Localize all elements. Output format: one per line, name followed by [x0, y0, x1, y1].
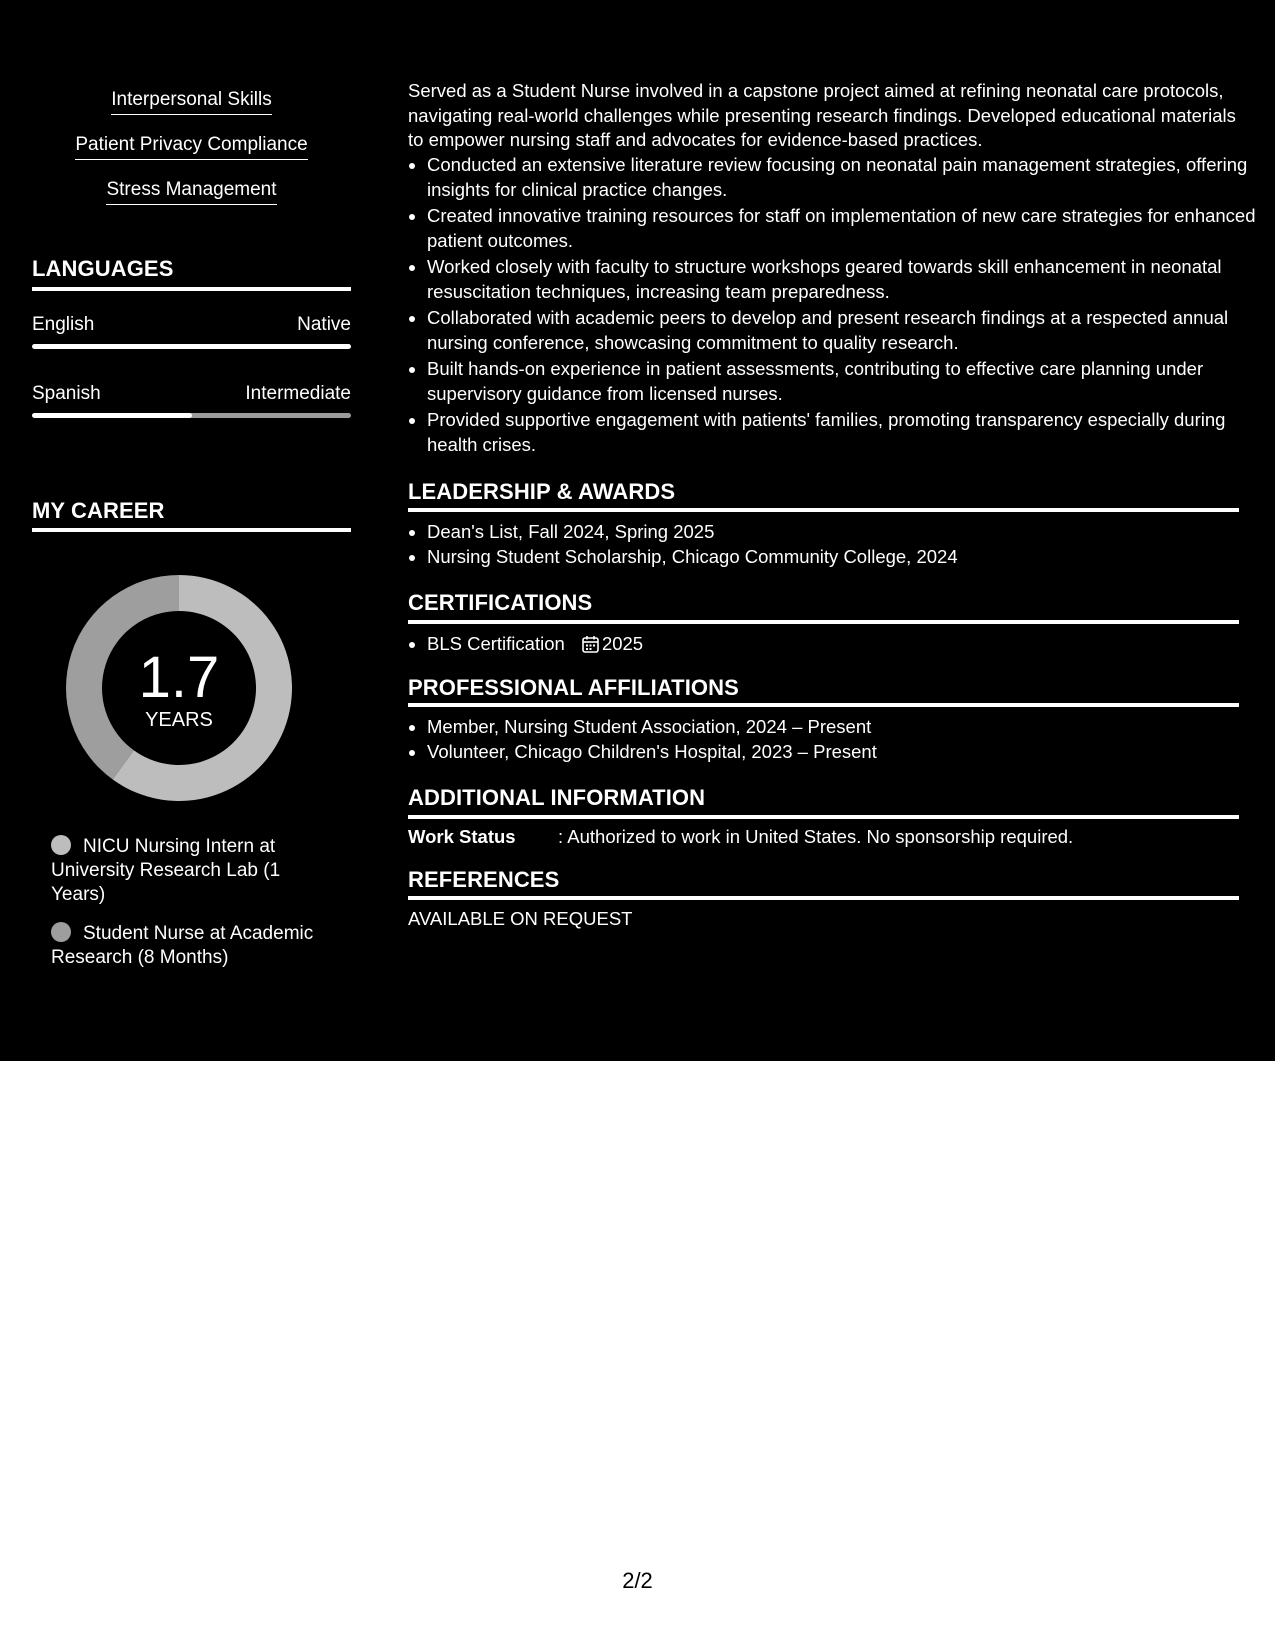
language-name: Spanish [32, 383, 101, 404]
list-item: • Built hands-on experience in patient assessments, contributing to effective care planning under supervisory guidance from licensed nurses. [427, 357, 1258, 406]
language-proficiency-bar [32, 413, 351, 418]
affiliations-heading: PROFESSIONAL AFFILIATIONS [408, 675, 739, 700]
list-item: • Conducted an extensive literature review focusing on neonatal pain management strategies, offering insights for clinical practice changes. [427, 153, 1258, 202]
list-item: • Nursing Student Scholarship, Chicago Community College, 2024 [427, 545, 1258, 570]
work-status-label: Work Status [408, 826, 516, 847]
references-heading: REFERENCES [408, 867, 560, 892]
work-status-value: : Authorized to work in United States. No sponsorship required. [558, 826, 1074, 847]
skill-item: Patient Privacy Compliance [32, 133, 351, 160]
list-item: • Provided supportive engagement with patients' families, promoting transparency especially during health crises. [427, 408, 1258, 457]
experience-bullets [408, 153, 1258, 459]
career-total-unit: YEARS [145, 709, 213, 731]
list-item: • Collaborated with academic peers to develop and present research findings at a respected annual nursing conference, showcasing commitment to quality research. [427, 306, 1258, 355]
career-total [66, 575, 292, 801]
career-heading: MY CAREER [32, 498, 165, 523]
language-proficiency-fill [32, 344, 351, 349]
career-total-value: 1.7 [138, 645, 220, 710]
list-item: • BLS Certification 2025 [427, 632, 1258, 657]
leadership-heading: LEADERSHIP & AWARDS [408, 479, 676, 504]
skill-item: Interpersonal Skills [32, 88, 351, 115]
career-legend-item: Student Nurse at Academic Research (8 Months) [51, 923, 314, 968]
language-level: Intermediate [245, 383, 351, 404]
section-divider [32, 528, 351, 532]
section-divider [408, 815, 1239, 819]
list-item: • Volunteer, Chicago Children's Hospital, 2023 – Present [427, 740, 1258, 765]
work-status-row [408, 825, 1239, 850]
section-divider [408, 703, 1239, 707]
section-divider [408, 508, 1239, 512]
calendar-icon [582, 635, 599, 653]
certifications-heading: CERTIFICATIONS [408, 590, 593, 615]
language-level: Native [297, 314, 351, 335]
section-divider [408, 620, 1239, 624]
additional-info-heading: ADDITIONAL INFORMATION [408, 785, 706, 810]
list-item: • Member, Nursing Student Association, 2024 – Present [427, 715, 1258, 740]
career-legend-item: NICU Nursing Intern at University Research Lab (1 Years) [51, 836, 281, 905]
list-item: • Dean's List, Fall 2024, Spring 2025 [427, 520, 1258, 545]
affiliations-list [408, 715, 1258, 764]
section-divider [408, 896, 1239, 900]
legend-dot [51, 922, 71, 942]
references-text: AVAILABLE ON REQUEST [408, 908, 633, 929]
list-item: • Worked closely with faculty to structure workshops geared towards skill enhancement in neonatal resuscitation techniques, increasing team preparedness. [427, 255, 1258, 304]
section-divider [32, 287, 351, 291]
page-number: 2/2 [622, 1568, 653, 1593]
list-item: • Created innovative training resources for staff on implementation of new care strategies for enhanced patient outcomes. [427, 204, 1258, 253]
legend-dot [51, 835, 71, 855]
experience-summary: Served as a Student Nurse involved in a capstone project aimed at refining neonatal care protocols, navigating real-world challenges while presenting research findings. Developed educational materials to empower nursing staff and advocates for evidence-based practices. [408, 80, 1236, 150]
certifications-list [408, 632, 1258, 657]
skill-item: Stress Management [32, 178, 351, 205]
language-proficiency-fill [32, 413, 192, 418]
leadership-list [408, 520, 1258, 569]
language-proficiency-bar [32, 344, 351, 349]
language-name: English [32, 314, 95, 335]
languages-heading: LANGUAGES [32, 256, 174, 281]
